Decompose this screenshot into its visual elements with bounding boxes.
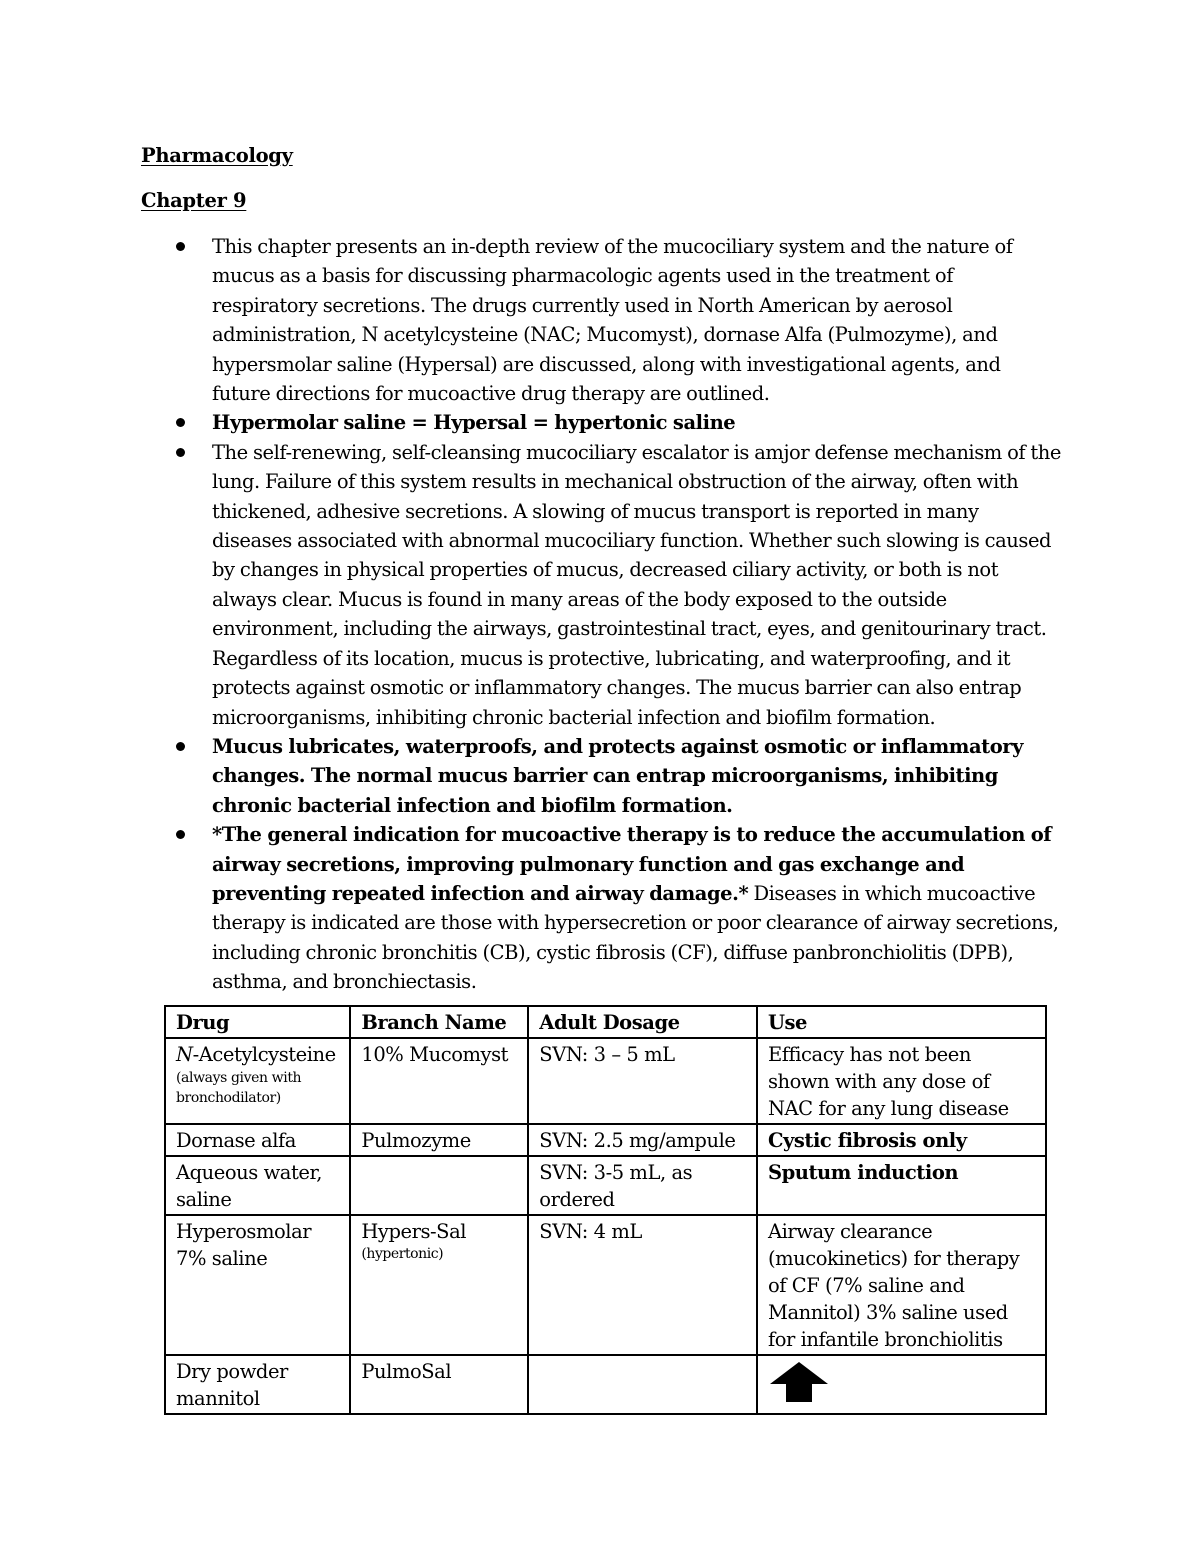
table-row (165, 1156, 1046, 1215)
table-row (165, 1124, 1046, 1156)
bullet-text: Diseases in which mucoactive therapy is indicated are those with hypersecretion or poor clearance of airway secretions, including chronic bronchitis (CB), cystic fibrosis (CF), diffuse panbronchiolitis (DPB), asthma, and bronchiectasis. (212, 881, 1059, 994)
table-row (165, 1038, 1046, 1124)
cell-brand: 10% Mucomyst (350, 1038, 528, 1124)
bullet-dot-icon (176, 418, 185, 427)
bullet-dot-icon (176, 448, 185, 457)
cell-drug: Dornase alfa (165, 1124, 350, 1156)
cell-brand (350, 1215, 528, 1355)
bullet-item-mucus-barrier (141, 732, 1061, 820)
chapter-heading: Chapter 9 (141, 189, 247, 212)
bullet-dot-icon (176, 742, 185, 751)
header-adult-dosage: Adult Dosage (528, 1006, 757, 1038)
bullet-item-escalator (141, 438, 1061, 732)
cell-use (757, 1355, 1046, 1414)
bullet-text: The self-renewing, self-cleansing mucociliary escalator is amjor defense mechanism of the lung. Failure of this system results in mechanical obstruction of the airway, often with thickened, adhesive secretions. A slowing of mucus transport is reported in many diseases associated with abnormal mucociliary function. Whether such slowing is caused by changes in physical properties of mucus, decreased ciliary activity, or both is not always clear. Mucus is found in many areas of the body exposed to the outside environment, including the airways, gastrointestinal tract, eyes, and genitourinary tract. Regardless of its location, mucus is protective, lubricating, and waterproofing, and it protects against osmotic or inflammatory changes. The mucus barrier can also entrap microorganisms, inhibiting chronic bacterial infection and biofilm formation. (212, 440, 1061, 729)
bullet-bold-text: *The general indication for mucoactive therapy is to reduce the accumulation of airway secretions, improving pulmonary function and gas exchange and preventing repeated infection and airway damage.* (212, 823, 1052, 905)
cell-dosage: SVN: 2.5 mg/ampule (528, 1124, 757, 1156)
brand-name: Hypers-Sal (361, 1220, 467, 1243)
bullet-dot-icon (176, 242, 185, 251)
header-brand-name: Branch Name (350, 1006, 528, 1038)
bullet-text: This chapter presents an in-depth review of the mucociliary system and the nature of mucus as a basis for discussing pharmacologic agents used in the treatment of respiratory secretions. The drugs currently used in North American by aerosol administration, N acetylcysteine (NAC; Mucomyst), dornase Alfa (Pulmozyme), and hypersmolar saline (Hypersal) are discussed, along with investigational agents, and future directions for mucoactive drug therapy are outlined. (212, 235, 1013, 406)
bullet-item-indication (141, 820, 1061, 996)
cell-dosage: SVN: 4 mL (528, 1215, 757, 1355)
cell-drug: Hyperosmolar 7% saline (165, 1215, 350, 1355)
table-row (165, 1215, 1046, 1355)
header-use: Use (757, 1006, 1046, 1038)
cell-use: Airway clearance (mucokinetics) for therapy of CF (7% saline and Mannitol) 3% saline used for infantile bronchiolitis (757, 1215, 1046, 1355)
up-arrow-icon (768, 1360, 830, 1404)
bullet-dot-icon (176, 830, 185, 839)
cell-use: Cystic fibrosis only (757, 1124, 1046, 1156)
drug-name: -Acetylcysteine (192, 1043, 336, 1066)
cell-dosage (528, 1355, 757, 1414)
cell-use: Efficacy has not been shown with any dose of NAC for any lung disease (757, 1038, 1046, 1124)
drug-prefix: N (176, 1043, 193, 1066)
cell-drug (165, 1038, 350, 1124)
cell-brand: PulmoSal (350, 1355, 528, 1414)
cell-drug: Aqueous water, saline (165, 1156, 350, 1215)
bullet-item-overview (141, 232, 1061, 408)
document-title: Pharmacology (141, 144, 293, 167)
cell-use: Sputum induction (757, 1156, 1046, 1215)
bullet-item-hypersal (141, 408, 1061, 437)
bullet-text: Mucus lubricates, waterproofs, and protects against osmotic or inflammatory changes. The normal mucus barrier can entrap microorganisms, inhibiting chronic bacterial infection and biofilm formation. (212, 734, 1023, 817)
table-header-row (165, 1006, 1046, 1038)
bullet-text: Hypermolar saline = Hypersal = hypertonic saline (212, 411, 736, 435)
brand-note: (hypertonic) (361, 1246, 444, 1262)
table-row (165, 1355, 1046, 1414)
header-drug: Drug (165, 1006, 350, 1038)
cell-dosage: SVN: 3-5 mL, as ordered (528, 1156, 757, 1215)
cell-drug: Dry powder mannitol (165, 1355, 350, 1414)
cell-brand (350, 1156, 528, 1215)
drug-note: (always given with bronchodilator) (176, 1070, 302, 1106)
cell-brand: Pulmozyme (350, 1124, 528, 1156)
bullet-list (141, 232, 1061, 997)
cell-dosage: SVN: 3 – 5 mL (528, 1038, 757, 1124)
drug-table (164, 1005, 1047, 1415)
